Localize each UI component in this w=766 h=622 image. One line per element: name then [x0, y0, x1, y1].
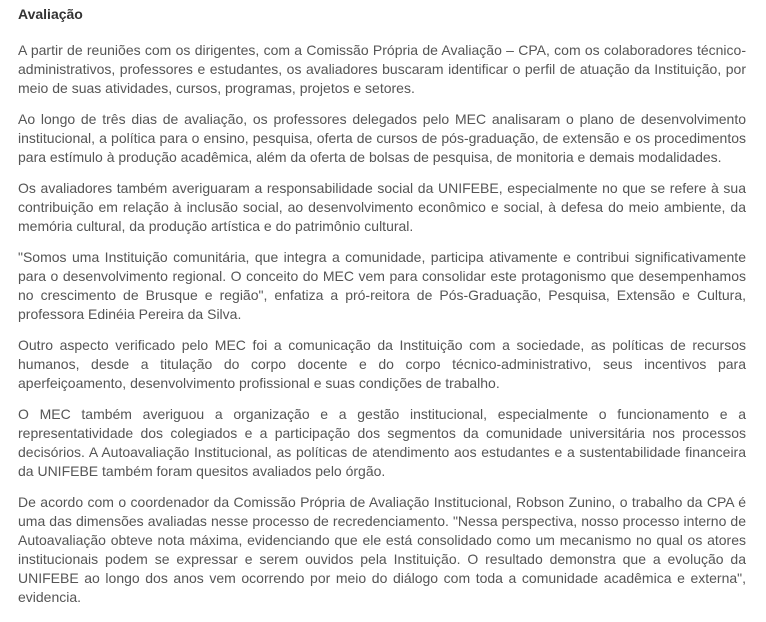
paragraph-7: De acordo com o coordenador da Comissão Própria de Avaliação Institucional, Robson Zunino, o trabalho da CPA é uma das dimensões avaliadas nesse processo de recredenciamento. "Nessa perspectiva, nosso processo interno de Autoavaliação obteve nota máxima, evidenciando que ele está consolidado como um mecanismo no qual os atores institucionais podem se expressar e serem ouvidos pela Instituição. O resultado demonstra que a evolução da UNIFEBE ao longo dos anos vem ocorrendo por meio do diálogo com toda a comunidade acadêmica e externa", evidencia. [18, 494, 746, 605]
paragraph-4-quote: "Somos uma Instituição comunitária, que integra a comunidade, participa ativamente e contribui significativamente para o desenvolvimento regional. O conceito do MEC vem para consolidar este protagonismo que desempenhamos no crescimento de Brusque e região", enfatiza a pró-reitora de Pós-Graduação, Pesquisa, Extensão e Cultura, professora Edinéia Pereira da Silva. [18, 249, 746, 322]
paragraph-5: Outro aspecto verificado pelo MEC foi a comunicação da Instituição com a sociedade, as políticas de recursos humanos, desde a titulação do corpo docente e do corpo técnico-administrativo, seus incentivos para aperfeiçoamento, desenvolvimento profissional e suas condições de trabalho. [18, 337, 746, 391]
paragraph-1: A partir de reuniões com os dirigentes, com a Comissão Própria de Avaliação – CPA, com os colaboradores técnico-administrativos, professores e estudantes, os avaliadores buscaram identificar o perfil de atuação da Instituição, por meio de suas atividades, cursos, programas, projetos e setores. [18, 42, 746, 96]
paragraph-3: Os avaliadores também averiguaram a responsabilidade social da UNIFEBE, especialmente no que se refere à sua contribuição em relação à inclusão social, ao desenvolvimento econômico e social, à defesa do meio ambiente, da memória cultural, da produção artística e do patrimônio cultural. [18, 180, 746, 234]
paragraph-6: O MEC também averiguou a organização e a gestão institucional, especialmente o funcionamento e a representatividade dos colegiados e a participação dos segmentos da comunidade universitária nos processos decisórios. A Autoavaliação Institucional, as políticas de atendimento aos estudantes e a sustentabilidade financeira da UNIFEBE também foram quesitos avaliados pelo órgão. [18, 406, 746, 479]
paragraph-2: Ao longo de três dias de avaliação, os professores delegados pelo MEC analisaram o plano de desenvolvimento institucional, a política para o ensino, pesquisa, oferta de cursos de pós-graduação, de extensão e os procedimentos para estímulo à produção acadêmica, além da oferta de bolsas de pesquisa, de monitoria e demais modalidades. [18, 111, 746, 165]
section-title: Avaliação [18, 6, 83, 22]
